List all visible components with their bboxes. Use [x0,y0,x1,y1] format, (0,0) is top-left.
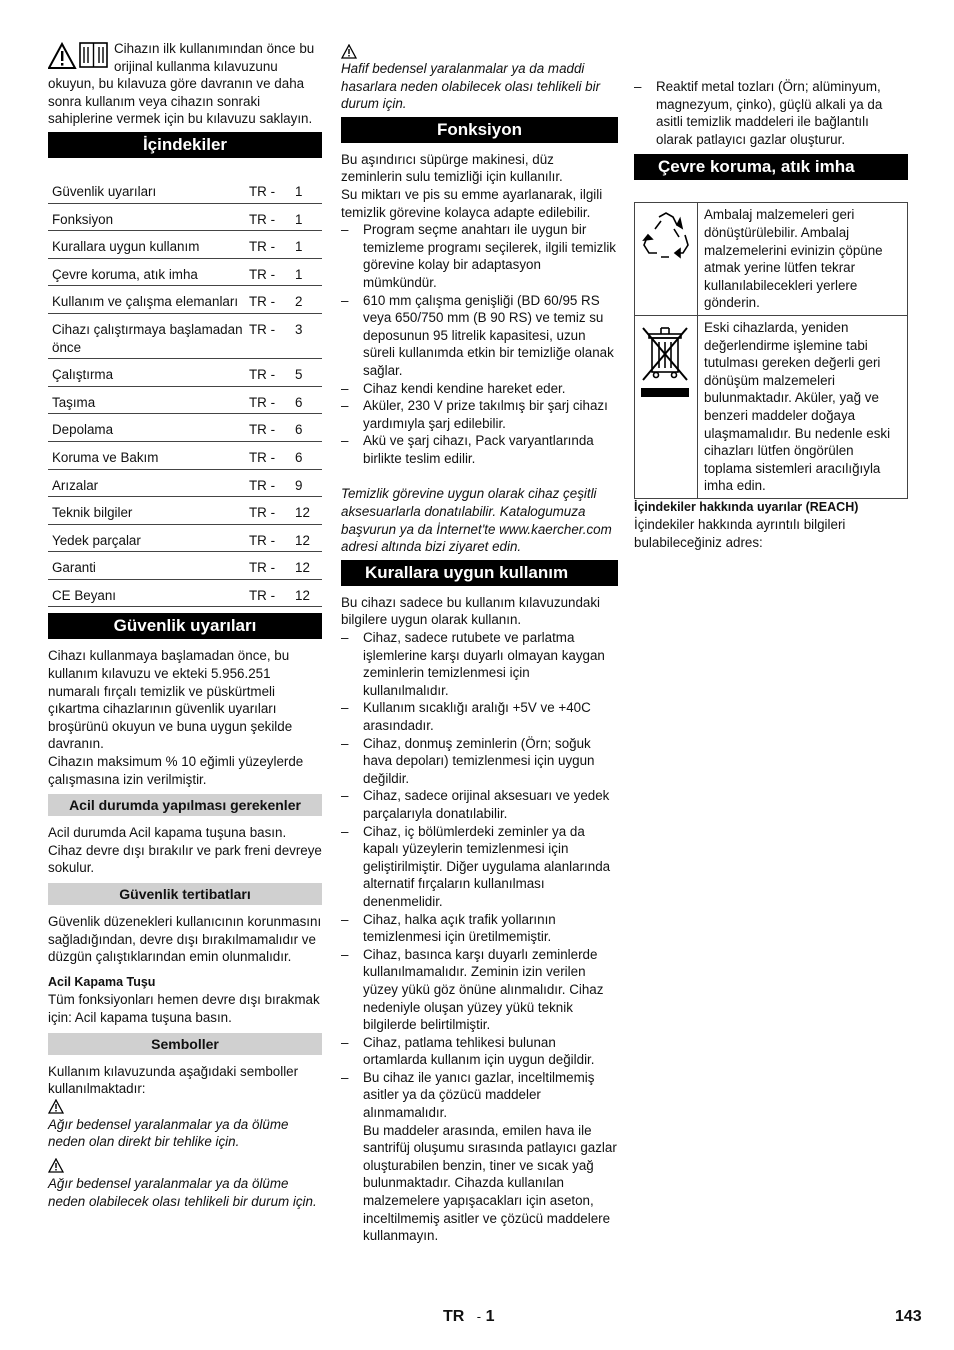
toc-entry-prefix: TR - [245,359,291,387]
danger-symbol [48,1098,322,1116]
toc-entry-page: 12 [291,579,322,607]
footer-local-page: 1 [485,1308,495,1325]
toc-row [48,203,322,231]
toc-entry-name: Arızalar [48,469,245,497]
toc-row [48,313,322,358]
toc-row [48,258,322,286]
toc-row [48,552,322,580]
toc-entry-page: 5 [291,359,322,387]
toc-entry-page: 1 [291,203,322,231]
page-number: 143 [895,1308,922,1325]
intro-block [48,40,322,128]
toc-heading: İçindekiler [48,132,322,158]
danger-text: Ağır bedensel yaralanmalar ya da ölüme neden olan direkt bir tehlike için. [48,1116,289,1150]
intended-use-extra-text: Bu maddeler arasında, emilen hava ile santrifüj oluşumu sırasında patlayıcı gazlar oluşturabilen benzin, tiner ve sıcak yağ bulunmaktadır. Cihazda kullanılan malzemelere yapışacakları için aseton, inceltilmemiş asitler ve çözücü maddelere kullanmayın. [363,1122,617,1244]
toc-entry-prefix: TR - [245,497,291,525]
toc-entry-page: 1 [291,258,322,286]
safety-paragraph-2: Cihazın maksimum % 10 eğimli yüzeylerde çalışmasına izin verilmiştir. [48,754,304,787]
list-item: – Cihaz, iç bölümlerdeki zeminler ya da kapalı yüzeylerin temizlenmesi için geliştirilmiştir. Diğer uygulama alanlarında alternatif fırçaların kullanılması denenmelidir. [341,823,618,911]
environment-heading: Çevre koruma, atık imha [634,154,908,180]
intended-use-list-cont [341,1122,618,1245]
toc-row [48,231,322,259]
list-item: – Program seçme anahtarı ile uygun bir temizleme programı seçilerek, ilgili temizlik görevine kolay bir adaptasyon mümkündür. [341,221,618,291]
toc-entry-page: 3 [291,313,322,358]
toc-entry-page: 1 [291,231,322,259]
toc-entry-prefix: TR - [245,258,291,286]
toc-row [48,386,322,414]
list-item: – Bu cihaz ile yanıcı gazlar, inceltilmemiş asitler ya da çözücü maddeler alınmamalıdır. [341,1069,618,1122]
toc-entry-page: 6 [291,386,322,414]
toc-entry-name: Çalıştırma [48,359,245,387]
list-item: – Cihaz kendi kendine hareket eder. [341,380,618,398]
symbols-intro: Kullanım kılavuzunda aşağıdaki semboller kullanılmaktadır: [48,1063,299,1097]
estop-heading: Acil Kapama Tuşu [48,974,156,989]
toc-entry-prefix: TR - [245,176,291,203]
toc-entry-prefix: TR - [245,386,291,414]
intended-use-heading: Kurallara uygun kullanım [341,560,618,586]
toc-row [48,286,322,314]
environment-table [634,202,908,499]
emergency-heading: Acil durumda yapılması gerekenler [48,794,322,816]
toc-entry-prefix: TR - [245,469,291,497]
toc-row [48,524,322,552]
intended-use-list-last [634,78,908,148]
toc-entry-page: 12 [291,524,322,552]
toc-row [48,414,322,442]
safety-devices-heading: Güvenlik tertibatları [48,883,322,905]
toc-entry-prefix: TR - [245,286,291,314]
toc-entry-name: Çevre koruma, atık imha [48,258,245,286]
warning-triangle-icon [48,1158,64,1173]
safety-paragraph-1: Cihazı kullanmaya başlamadan önce, bu kullanım kılavuzu ve ekteki 5.956.251 numaralı fırçalı temizlik ve püskürtmeli çıkartma cihazlarının güvenlik uyarıları broşürünü okuyun ve buna uygun şekilde davranın. [48,648,293,752]
toc-entry-prefix: TR - [245,524,291,552]
toc-row [48,497,322,525]
warning-symbol [48,1157,322,1175]
toc-entry-name: CE Beyanı [48,579,245,607]
toc-entry-name: Güvenlik uyarıları [48,176,245,203]
emergency-text: Acil durumda Acil kapama tuşuna basın. Cihaz devre dışı bırakılır ve park freni devreye sokulur. [48,825,322,876]
environment-row [635,203,908,316]
toc-entry-page: 12 [291,497,322,525]
list-item-extra [341,1122,618,1245]
warning-triangle-icon [48,1099,64,1114]
caution-symbol [341,42,618,60]
toc-row [48,441,322,469]
toc-row [48,176,322,203]
toc-entry-prefix: TR - [245,231,291,259]
environment-row [635,315,908,498]
toc-entry-prefix: TR - [245,414,291,442]
estop-text: Tüm fonksiyonları hemen devre dışı bırakmak için: Acil kapama tuşuna basın. [48,992,320,1025]
toc-row [48,469,322,497]
manual-book-icon [79,42,109,70]
list-item: – Akü ve şarj cihazı, Pack varyantlarında birlikte teslim edilir. [341,432,618,467]
list-item: – Cihaz, halka açık trafik yollarının temizlenmesi için üretilmemiştir. [341,911,618,946]
toc-entry-page: 9 [291,469,322,497]
toc-entry-page: 1 [291,176,322,203]
toc-row [48,359,322,387]
environment-text-cell: Ambalaj malzemeleri geri dönüştürülebilir. Ambalaj malzemelerini evinizin çöpüne atmak yerine lütfen tekrar kullanılabilecekleri yerlere gönderin. [698,203,908,316]
toc-entry-prefix: TR - [245,441,291,469]
function-note: Temizlik görevine uygun olarak cihaz çeşitli aksesuarlarla donatılabilir. Katalogumuza başvurun ya da İnternet'te www.kaercher.com adresi altında bizi ziyaret edin. [341,486,612,555]
toc-entry-name: Depolama [48,414,245,442]
crossed-bin-icon [639,322,693,400]
toc-row [48,579,322,607]
environment-icon-cell [635,315,698,498]
list-item: – Aküler, 230 V prize takılmış bir şarj cihazı yardımıyla şarj edilebilir. [341,397,618,432]
toc-entry-page: 6 [291,414,322,442]
function-paragraph-2: Su miktarı ve pis su emme ayarlanarak, ilgili temizlik görevine kolayca adapte edilebilir. [341,186,603,220]
toc-entry-prefix: TR - [245,313,291,358]
environment-text-cell: Eski cihazlarda, yeniden değerlendirme işlemine tabi tutulması gereken değerli geri dönüşüm malzemeleri bulunmaktadır. Aküler, yağ ve benzeri maddeler doğaya ulaşmamalıdır. Bu nedenle eski cihazları lütfen öngörülen toplama sistemleri aracılığıyla imha edin. [698,315,908,498]
footer-section-label [443,1308,494,1326]
toc-entry-page: 2 [291,286,322,314]
toc-entry-prefix: TR - [245,552,291,580]
toc-table [48,176,322,608]
environment-icon-cell [635,203,698,316]
toc-entry-name: Kullanım ve çalışma elemanları [48,286,245,314]
toc-entry-name: Koruma ve Bakım [48,441,245,469]
caution-text: Hafif bedensel yaralanmalar ya da maddi hasarlara neden olabilecek olası tehlikeli bir durum için. [341,61,601,112]
toc-entry-name: Teknik bilgiler [48,497,245,525]
warning-text: Ağır bedensel yaralanmalar ya da ölüme neden olabilecek olası tehlikeli bir durum için. [48,1175,317,1209]
function-list [341,221,618,467]
toc-entry-page: 12 [291,552,322,580]
intended-use-list [341,629,618,1122]
list-item: – Cihaz, sadece orijinal aksesuarı ve yedek parçalarıyla donatılabilir. [341,787,618,822]
column-right [634,40,908,552]
toc-entry-prefix: TR - [245,579,291,607]
safety-heading: Güvenlik uyarıları [48,613,322,639]
column-middle [341,40,618,1245]
function-heading: Fonksiyon [341,117,618,143]
list-item: – Cihaz, donmuş zeminlerin (Örn; soğuk hava depoları) temizlenmesi için uygun değildir. [341,735,618,788]
list-item: – Kullanım sıcaklığı aralığı +5V ve +40C arasındadır. [341,699,618,734]
footer-separator: - [476,1309,482,1324]
symbols-heading: Semboller [48,1033,322,1055]
toc-entry-name: Yedek parçalar [48,524,245,552]
list-item: – 610 mm çalışma genişliği (BD 60/95 RS veya 650/750 mm (B 90 RS) ve temiz su deposunun 95 litrelik kapasitesi, uzun süreli kullanımda etkin bir temizliğe olanak sağlar. [341,292,618,380]
list-item: – Cihaz, basınca karşı duyarlı zeminlerde kullanılmamalıdır. Zeminin izin verilen yüzey yükü göz önüne alınmalıdır. Cihaz nedeniyle oluşan yüzey yükü teknik bilgilerde belirtilmiştir. [341,946,618,1034]
list-item [634,78,908,148]
toc-entry-page: 6 [291,441,322,469]
toc-entry-name: Taşıma [48,386,245,414]
list-item: – Cihaz, sadece rutubete ve parlatma işlemlerine karşı duyarlı olmayan kaygan zeminlerin temizlenmesi için kullanılmalıdır. [341,629,618,699]
toc-entry-prefix: TR - [245,203,291,231]
warning-triangle-icon [341,44,357,59]
intended-use-paragraph: Bu cihazı sadece bu kullanım kılavuzundaki bilgilere uygun olarak kullanın. [341,594,601,628]
footer-lang: TR [443,1308,465,1325]
intro-icons [48,40,114,70]
column-left [48,40,322,1210]
function-paragraph-1: Bu aşındırıcı süpürge makinesi, düz zeminlerin sulu temizliği için kullanılır. [341,151,563,185]
toc-entry-name: Garanti [48,552,245,580]
intro-text: Cihazın ilk kullanımından önce bu orijinal kullanma kılavuzunu okuyun, bu kılavuza göre davranın ve daha sonra kullanım veya cihazın sonraki sahiplerine vermek için bu kılavuzu saklayın. [48,41,315,127]
recycle-icon [639,209,693,267]
safety-devices-text: Güvenlik düzenekleri kullanıcının korunmasını sağladığından, devre dışı bırakılmamalıdır ve düzgün çalıştıklarından emin olunmalıdır. [48,914,322,965]
reach-text: İçindekiler hakkında ayrıntılı bilgileri bulabileceğiniz adres: [634,517,846,551]
toc-entry-name: Kurallara uygun kullanım [48,231,245,259]
toc-entry-name: Cihazı çalıştırmaya başlamadan önce [48,313,245,358]
toc-entry-name: Fonksiyon [48,203,245,231]
reach-heading: İçindekiler hakkında uyarılar (REACH) [634,499,859,514]
intended-use-last-text: Reaktif metal tozları (Örn; alüminyum, magnezyum, çinko), güçlü alkali ya da asitli temizlik maddeleri ile bağlantılı olarak patlayıcı gazlar oluşturur. [656,79,883,147]
list-item: – Cihaz, patlama tehlikesi bulunan ortamlarda kullanım için uygun değildir. [341,1034,618,1069]
